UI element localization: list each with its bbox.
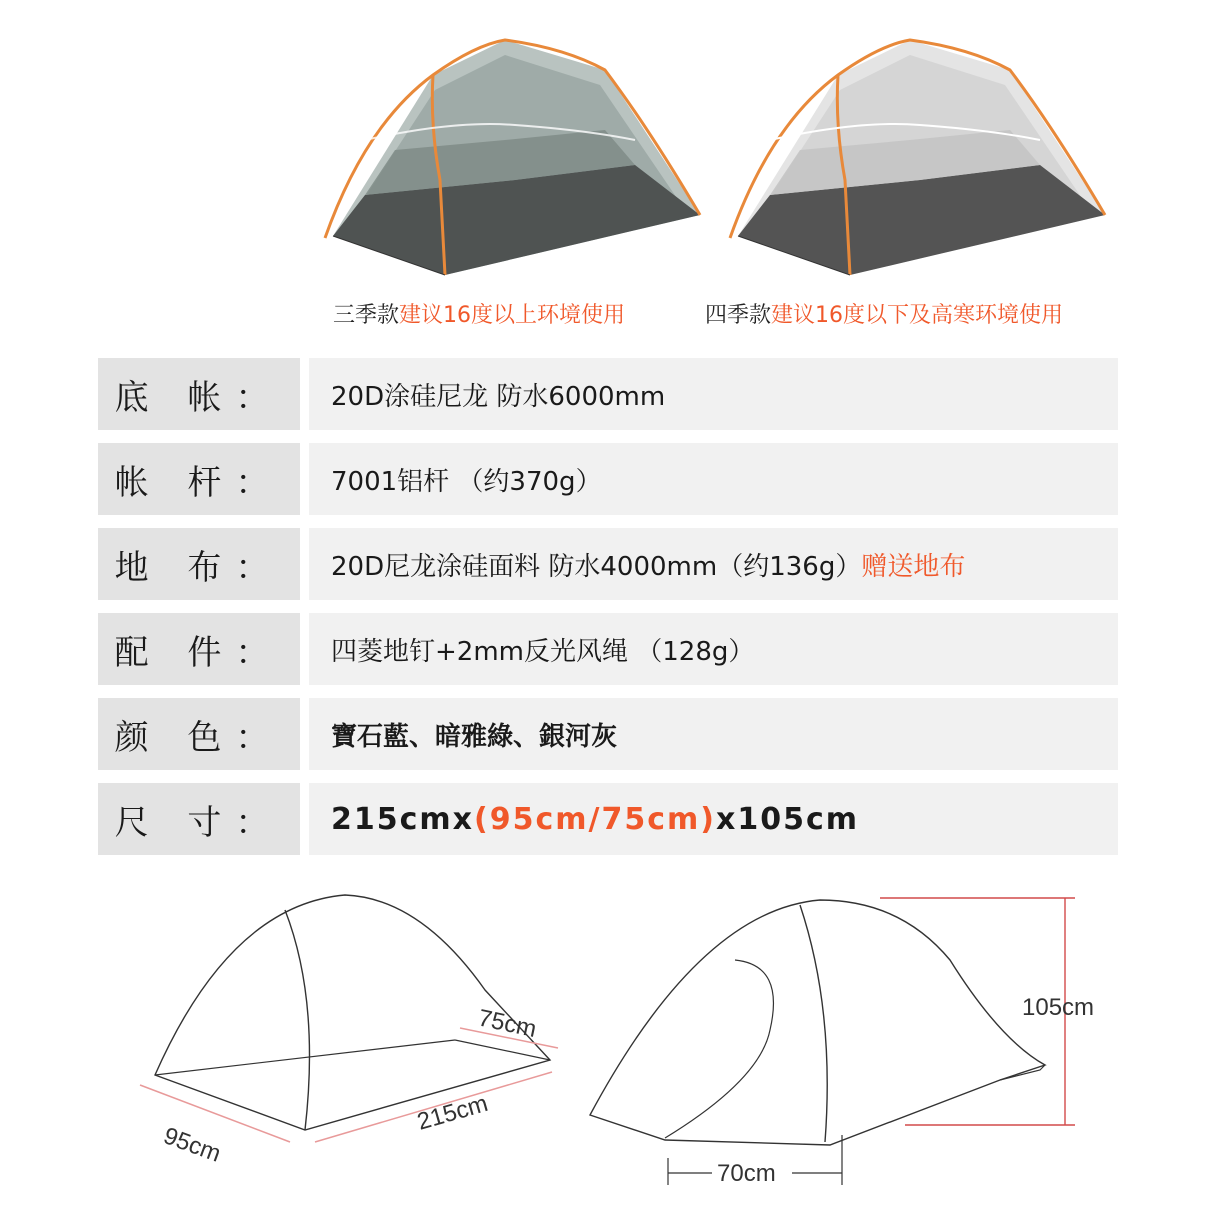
width-front-label: 95cm [159,1122,225,1168]
spec-label: 底 帐： [98,358,300,430]
spec-label: 配 件： [98,613,300,685]
height-label: 105cm [1022,994,1095,1021]
four-season-tent-image [710,30,1110,280]
dimension-length: 215cmx [331,801,475,837]
spec-value: 20D尼龙涂硅面料 防水4000mm（约136g） [331,551,862,582]
spec-label: 帐 杆： [98,443,300,515]
tent-side-pole [800,905,827,1142]
width-back-label: 75cm [475,1004,539,1044]
three-season-recommendation: 建议16度以上环境使用 [399,303,626,328]
three-season-tent-image [305,30,705,280]
spec-value: 四菱地钉+2mm反光风绳 （128g） [309,613,1118,685]
dimension-widths: (95cm/75cm) [474,801,716,837]
spec-label: 尺 寸： [98,783,300,855]
spec-label: 颜 色： [98,698,300,770]
floor-dimension-diagram [120,880,580,1180]
spec-row-dimensions [98,783,1118,855]
tent-pole-line [285,910,310,1130]
spec-value-container [309,783,1118,855]
spec-value-container [309,528,1118,600]
spec-value: 7001铝杆 （约370g） [309,443,1118,515]
spec-row-groundsheet [98,528,1118,600]
spec-row-accessories [98,613,1118,685]
four-season-recommendation: 建议16度以下及高寒环境使用 [771,303,1064,328]
spec-value: 寶石藍、暗雅綠、銀河灰 [309,698,1118,770]
spec-value: 20D涂硅尼龙 防水6000mm [309,358,1118,430]
free-groundsheet-note: 赠送地布 [861,551,966,582]
tent-side-outline [590,900,1045,1145]
spec-row-poles [98,443,1118,515]
vestibule-label: 70cm [717,1160,776,1187]
spec-row-inner-tent [98,358,1118,430]
three-season-label: 三季款 [333,303,400,328]
width-front-measure [140,1085,290,1142]
side-dimension-diagram [580,880,1120,1200]
dimension-height: x105cm [715,801,859,837]
tent-door-outline [665,960,773,1138]
spec-row-colors [98,698,1118,770]
spec-label: 地 布： [98,528,300,600]
three-season-caption [333,298,625,329]
four-season-label: 四季款 [705,303,772,328]
length-label: 215cm [414,1089,491,1136]
four-season-caption [705,298,1063,329]
